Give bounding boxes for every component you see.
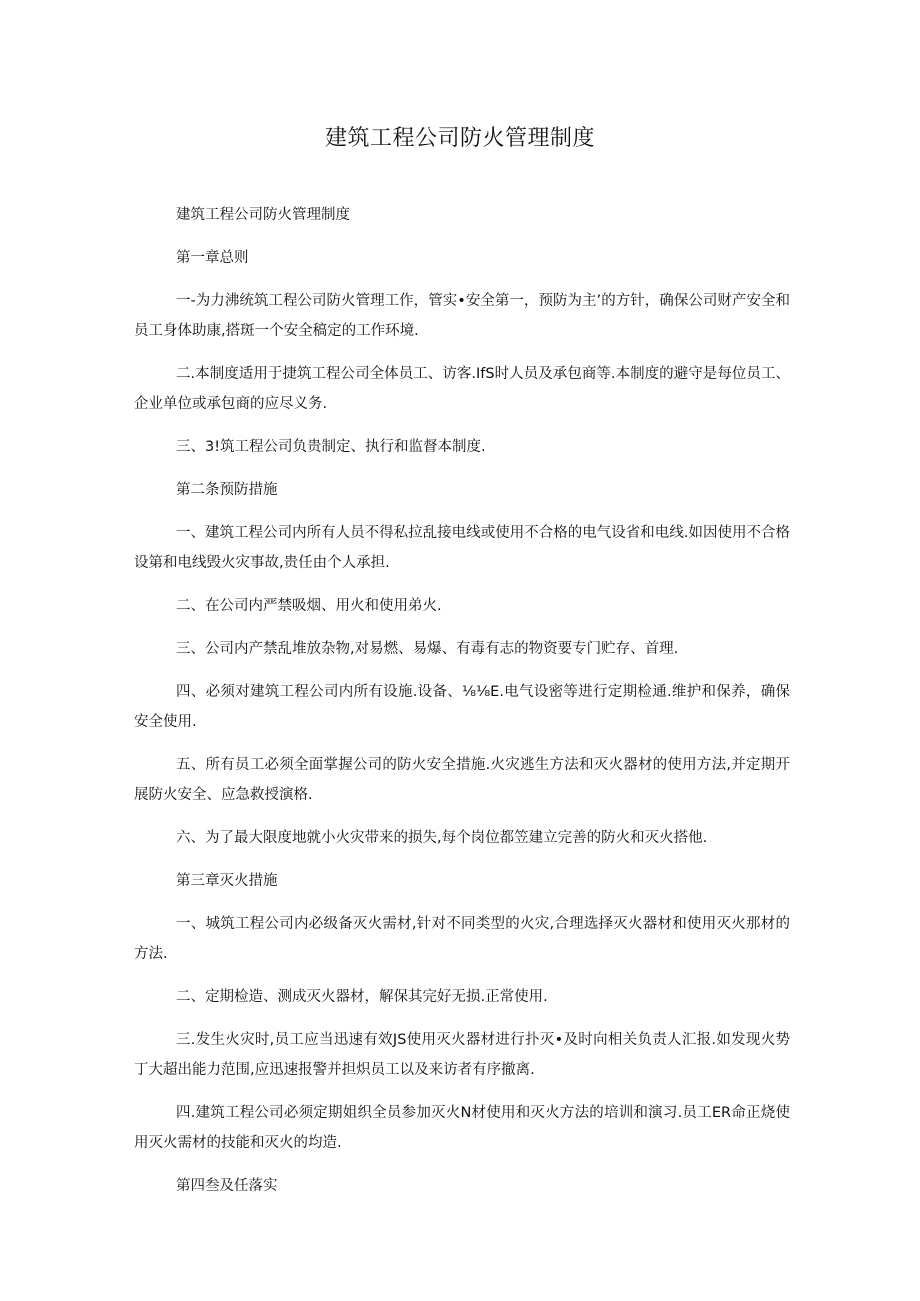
paragraph: 六、为了最大限度地就小火灾带来的损失,每个岗位都笠建立完善的防火和灭火搭他.: [176, 830, 708, 846]
chapter-heading-2: 第二条预防措施: [176, 482, 278, 498]
document-body: [134, 200, 790, 1214]
paragraph: 三.发生火灾时,员工应当迅速有效JS使用灭火器材进行扑灭•及时向相关负责人汇报.如发现火势丁大超出能力范围,应迅速报警并担炽员工以及来访者有序撤离.: [134, 1032, 790, 1078]
paragraph: 一-为力沸统筑工程公司防火管理工作，管实•安全第一，预防为主’的方针，确保公司财产安全和员工身体助康,搭斑一个安全稿定的工作环境.: [134, 293, 790, 339]
paragraph: 四.建筑工程公司必须定期姐织全员参加灭火N材使用和灭火方法的培训和演习.员工ER命正烧使用灭火需材的技能和灭火的均造.: [134, 1105, 790, 1151]
paragraph: 一、建筑工程公司内所有人员不得私拉乱接电线或使用不合格的电气设省和电线.如因使用不合格设第和电线毁火灾事故,贵任由个人承担.: [134, 525, 790, 571]
paragraph-subtitle: 建筑工程公司防火管理制度: [176, 207, 350, 223]
chapter-heading-1: 第一章总则: [176, 250, 249, 266]
chapter-heading-3: 第三章灭火措施: [176, 873, 278, 889]
paragraph: 二、在公司内严禁吸烟、用火和使用弟火.: [176, 598, 442, 614]
chapter-heading-4: 第四叁及任落实: [176, 1178, 278, 1194]
paragraph: 三、3!筑工程公司负贵制定、执行和监督本制度.: [176, 439, 486, 455]
document-title: 建筑工程公司防火管理制度: [324, 126, 595, 151]
paragraph: 五、所有员工必须全面掌握公司的防火安全措施.火灾逃生方法和灭火器材的使用方法,并定期开展防火安全、应急救授演格.: [134, 757, 790, 803]
paragraph: 二、定期检造、测成灭火器材，解保其完好无损.正常使用.: [176, 989, 548, 1005]
paragraph: 四、必须对建筑工程公司内所有设施.设备、⅛⅛E.电气设密等进行定期检通.维护和保养，确保安全使用.: [134, 684, 790, 730]
paragraph: 三、公司内产禁乱堆放杂物,对易燃、易爆、有毒有志的物资要专门贮存、首理.: [176, 641, 679, 657]
paragraph: 二.本制度适用于捷筑工程公司全体员工、访客.IfS时人员及承包商等.本制度的避守是每位员工、企业单位或承包商的应尽义务.: [134, 366, 790, 412]
paragraph: 一、城筑工程公司内必级备灭火需材,针对不同类型的火灾,合理选择灭火器材和使用灭火那材的方法.: [134, 916, 790, 962]
